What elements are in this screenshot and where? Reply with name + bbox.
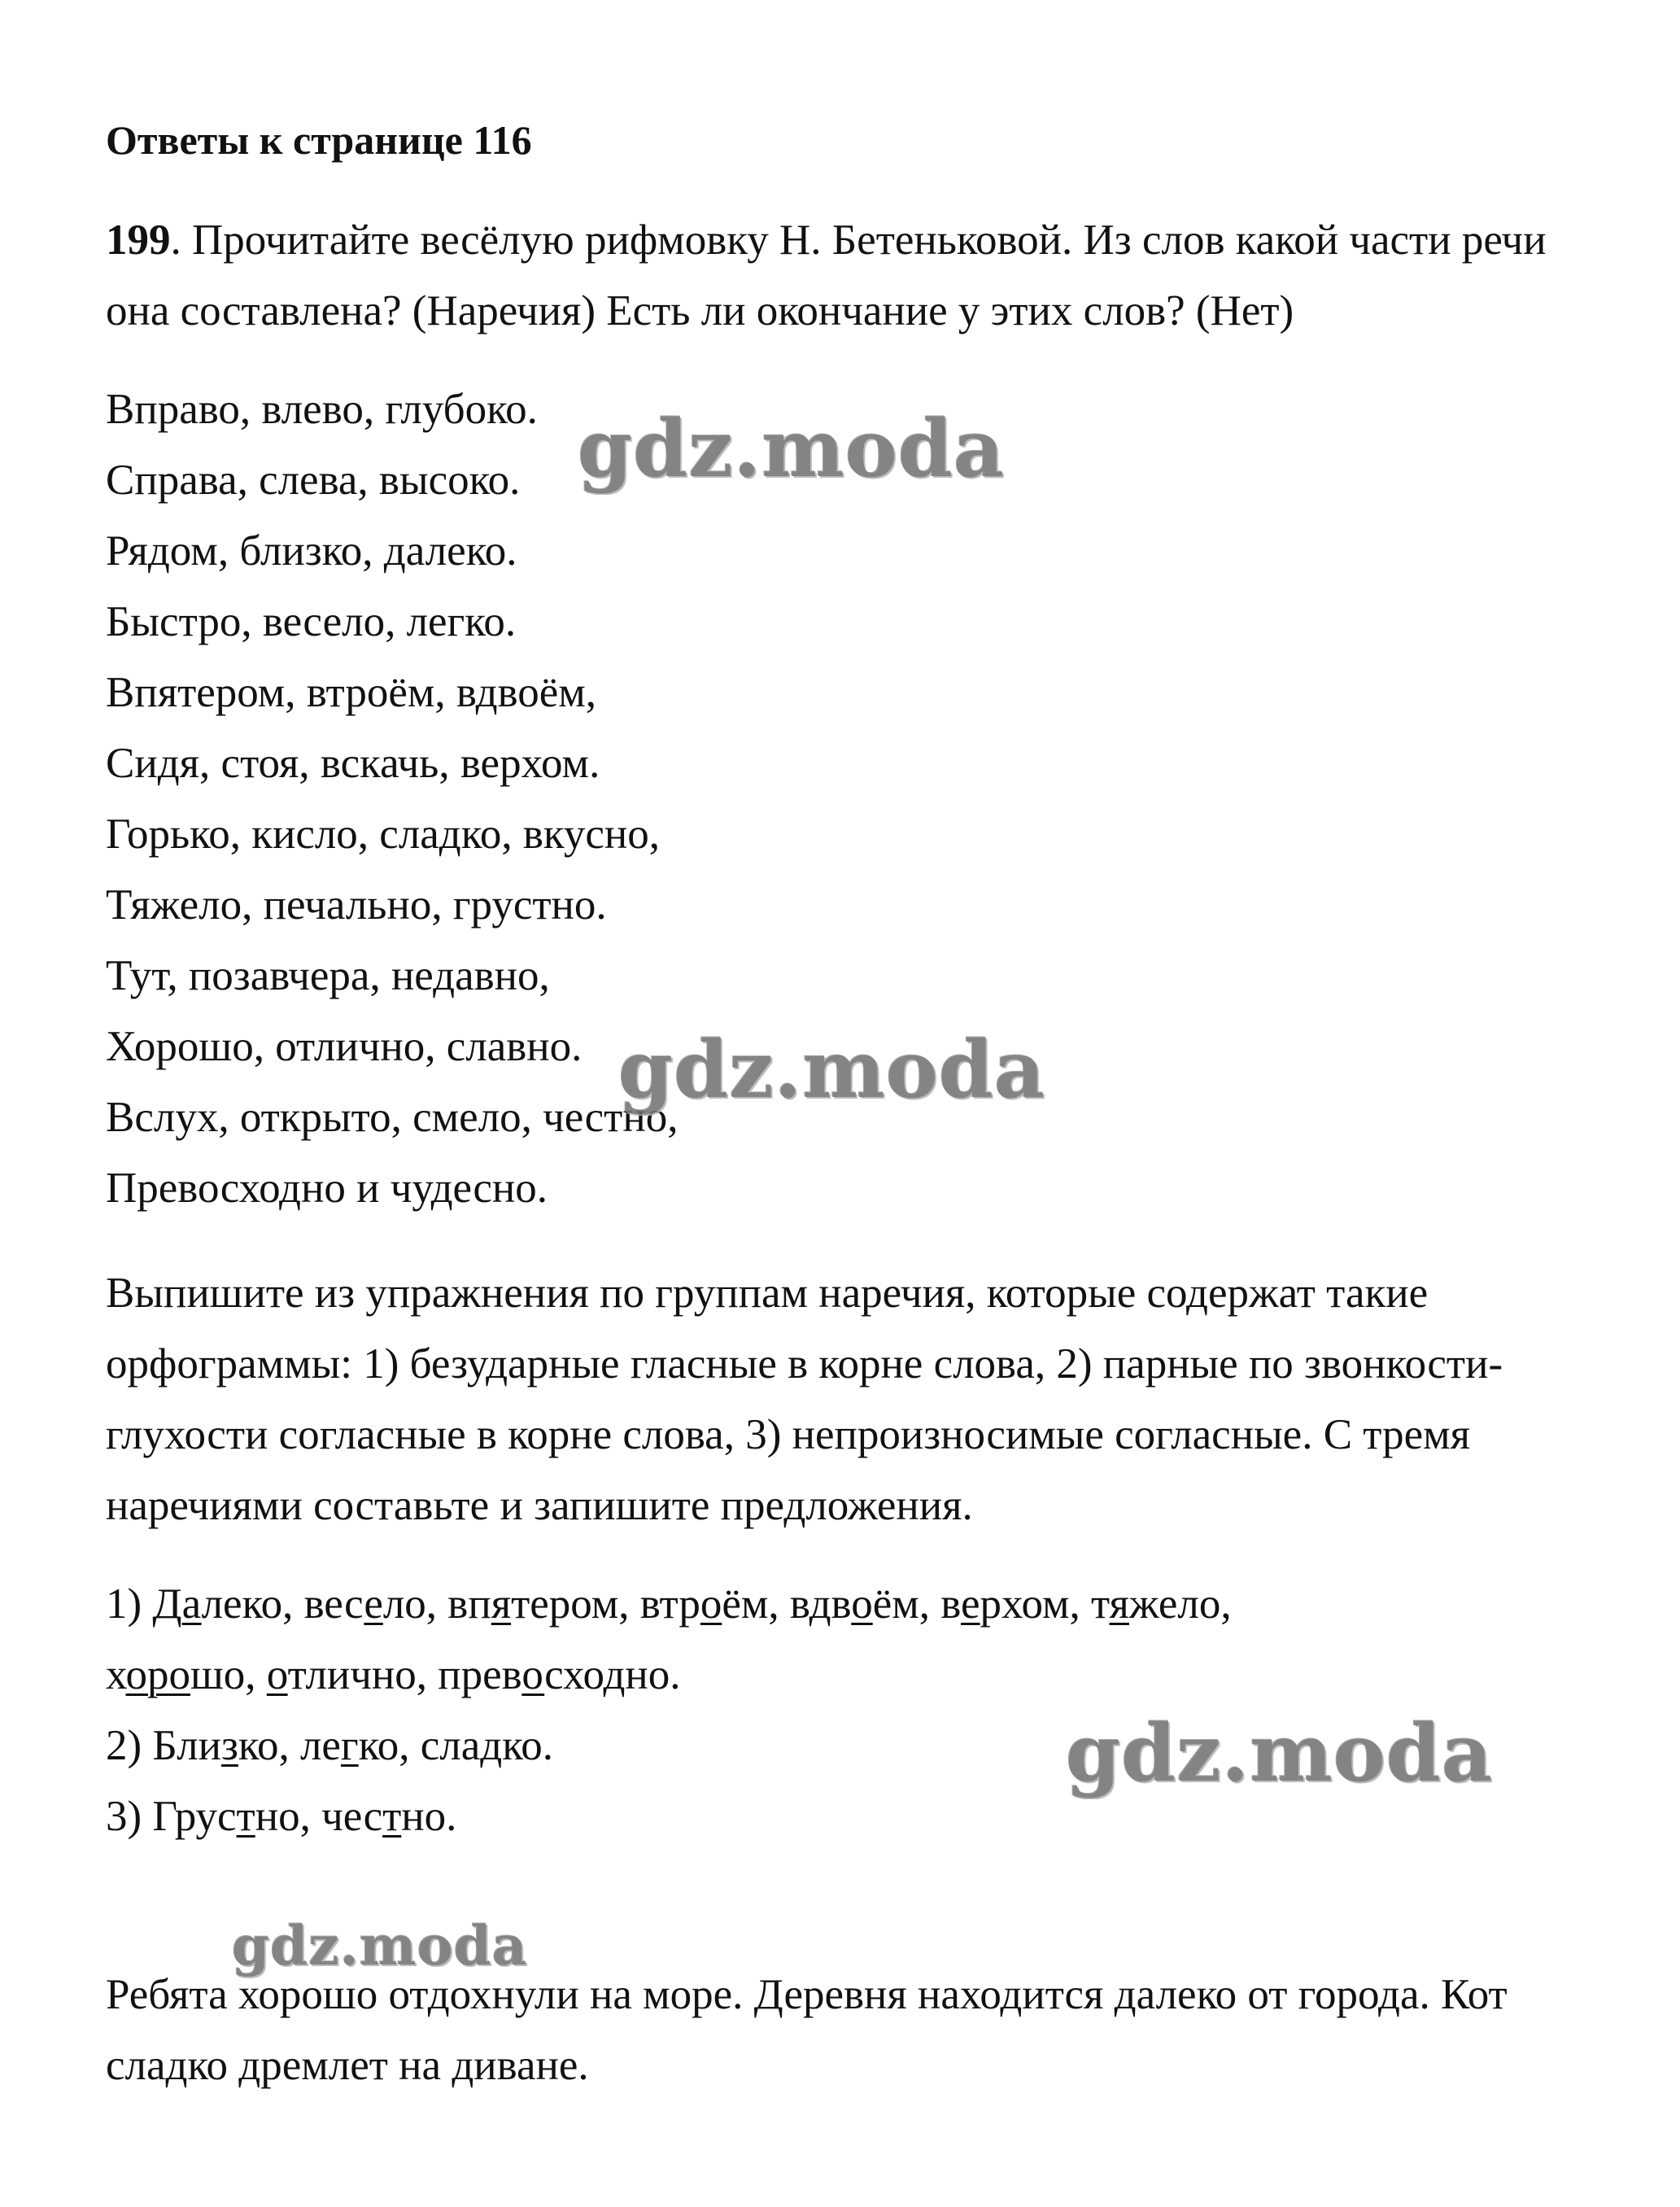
page-heading: Ответы к странице 116	[106, 117, 532, 163]
task-number: 199	[106, 216, 171, 264]
orthogram-underline: т	[236, 1793, 255, 1840]
poem-line: Рядом, близко, далеко.	[106, 527, 517, 575]
answer-group-1	[106, 1569, 1595, 1640]
watermark: gdz.moda	[232, 1914, 528, 1978]
orthogram-underline: а	[181, 1580, 202, 1628]
answer-text: рхом, т	[980, 1580, 1110, 1628]
poem-line: Быстро, весело, легко.	[106, 598, 517, 645]
answer-text: жело,	[1128, 1580, 1232, 1628]
answer-text: тером, втр	[511, 1580, 700, 1628]
answer-text: шо,	[190, 1651, 267, 1698]
poem-line: Превосходно и чудесно.	[106, 1165, 548, 1212]
orthogram-underline: о	[266, 1651, 288, 1698]
orthogram-underline: я	[1109, 1580, 1129, 1628]
poem-line: Тяжело, печально, грустно.	[106, 881, 607, 929]
answer-text: но.	[401, 1793, 457, 1840]
poem-line: Вправо, влево, глубоко.	[106, 386, 538, 433]
task-statement	[106, 205, 1595, 347]
answer-text: ём, вдв	[722, 1580, 852, 1628]
poem-line: Впятером, втроём, вдвоём,	[106, 669, 597, 716]
poem-line: Хорошо, отлично, славно.	[106, 1023, 583, 1070]
task-text: . Прочитайте весёлую рифмовку Н. Бетеньковой. Из слов какой части речи она составлена? (Наречия) Есть ли окончание у этих слов? (Нет)	[106, 216, 1547, 334]
orthogram-underline: е	[364, 1580, 383, 1628]
example-sentences: Ребята хорошо отдохнули на море. Деревня находится далеко от города. Кот сладко дремлет на диване.	[106, 1971, 1508, 2089]
answer-text: ём, в	[872, 1580, 962, 1628]
poem-line: Вслух, открыто, смело, честно,	[106, 1094, 679, 1141]
answer-text: ло, вп	[382, 1580, 491, 1628]
answer-text: х	[106, 1651, 126, 1698]
watermark: gdz.moda	[578, 403, 1006, 495]
answer-text: леко, вес	[201, 1580, 364, 1628]
orthogram-underline: о	[521, 1651, 545, 1698]
orthogram-underline: д	[480, 1722, 503, 1769]
poem-line: Горько, кисло, сладко, вкусно,	[106, 811, 660, 858]
watermark: gdz.moda	[1066, 1707, 1494, 1799]
answer-text: тлично, прев	[287, 1651, 522, 1698]
answer-text: 1) Д	[106, 1580, 182, 1628]
orthogram-underline: г	[340, 1722, 359, 1769]
orthogram-underline: т	[382, 1793, 402, 1840]
orthogram-underline: з	[220, 1722, 238, 1769]
poem-line: Тут, позавчера, недавно,	[106, 952, 550, 999]
orthogram-underline: я	[491, 1580, 512, 1628]
poem-line: Сидя, стоя, вскачь, верхом.	[106, 740, 600, 787]
orthogram-underline: о	[700, 1580, 722, 1628]
answer-text: ко.	[502, 1722, 554, 1769]
watermark: gdz.moda	[618, 1024, 1046, 1116]
answer-text: но, чес	[255, 1793, 383, 1840]
answer-text: 3) Грус	[106, 1793, 237, 1840]
answer-text: сходно.	[544, 1651, 681, 1698]
exercise-instruction: Выпишите из упражнения по группам наречия, которые содержат такие орфограммы: 1) безударные гласные в корне слова, 2) парные по звонкости-глухости согласные в корне слова, 3) непроизносимые согласные. С тремя наречиями составьте и запишите предложения.	[106, 1270, 1503, 1529]
answer-text: 2) Бли	[106, 1722, 221, 1769]
orthogram-underline: е	[961, 1580, 980, 1628]
poem-line: Справа, слева, высоко.	[106, 457, 521, 504]
answer-text: ко, ле	[238, 1722, 341, 1769]
orthogram-underline: о	[851, 1580, 873, 1628]
answer-text: ко, сла	[358, 1722, 481, 1769]
orthogram-underline: оро	[125, 1651, 190, 1698]
answer-group-1-continued	[106, 1640, 1595, 1711]
